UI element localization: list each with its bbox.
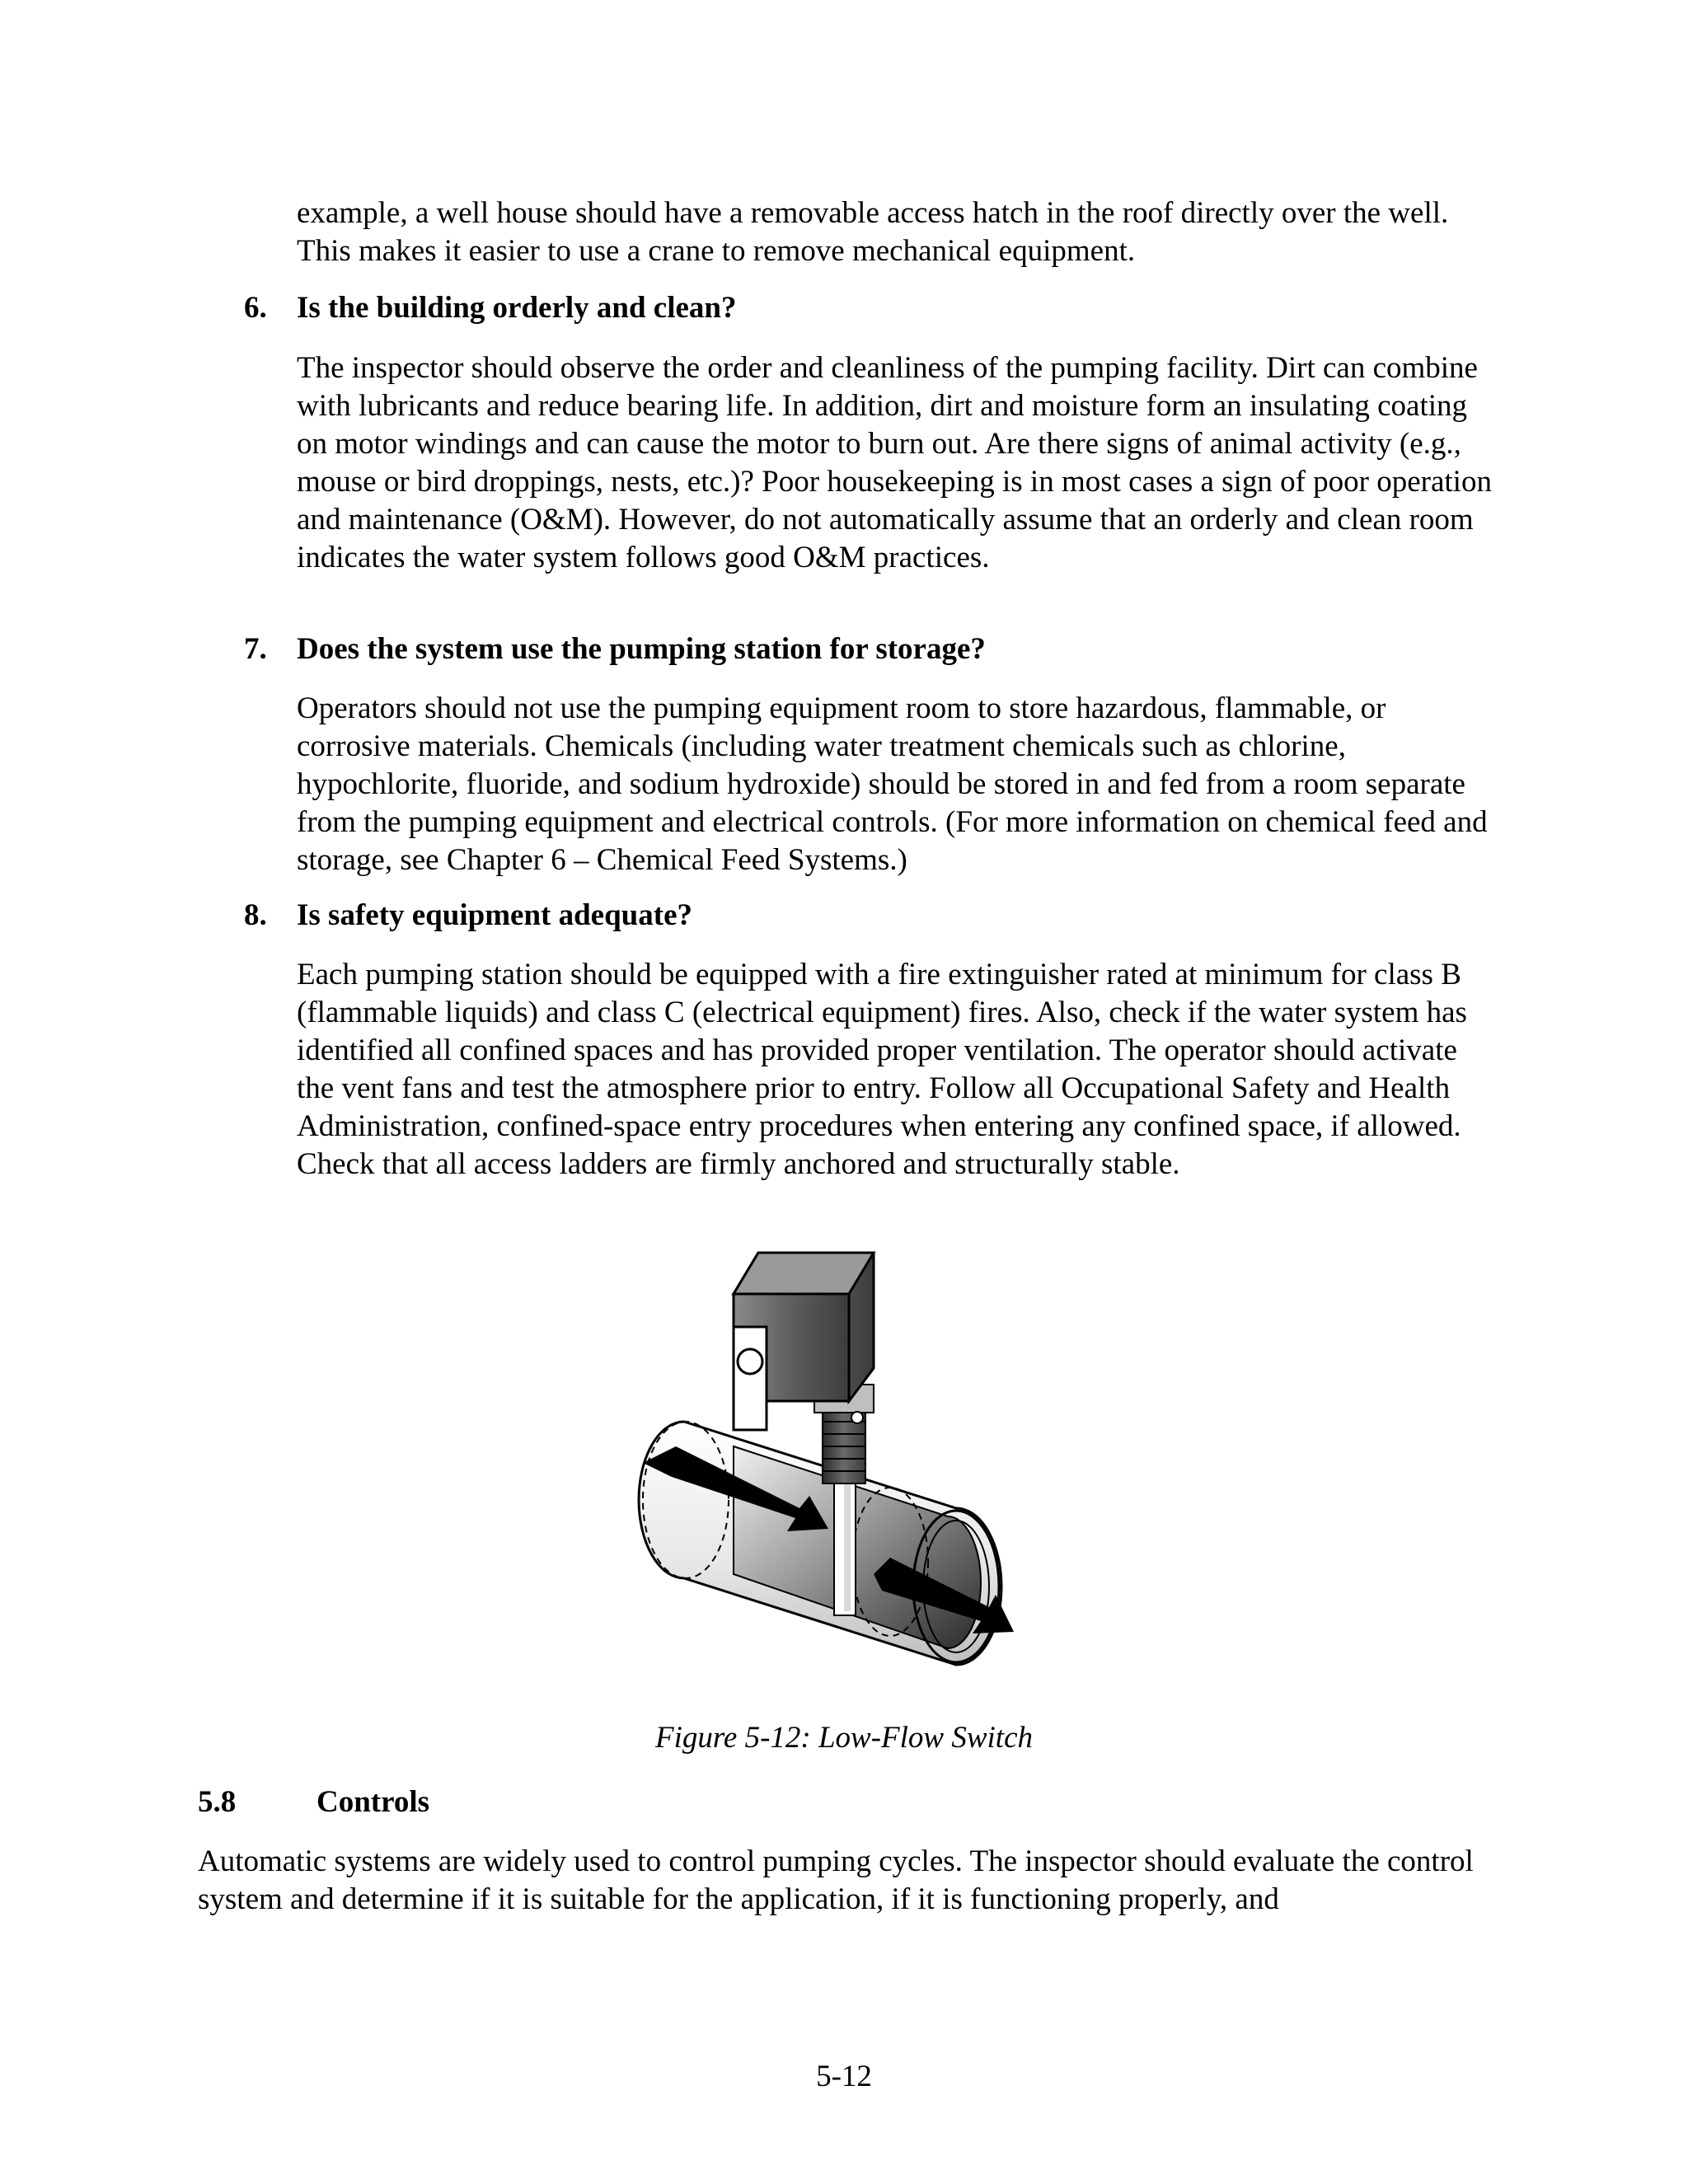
question-7-number: 7. (244, 632, 267, 666)
question-8-number: 8. (244, 898, 267, 932)
question-7-heading: Does the system use the pumping station for storage? (297, 632, 986, 666)
section-number: 5.8 (198, 1785, 237, 1819)
question-7-answer: Operators should not use the pumping equipment room to store hazardous, flammable, or corrosive materials. Chemicals (including water treatment chemicals such as chlorine, hypochlorite, fluoride, and sodium hydroxide) should be stored in and fed from a room separate from the pumping equipment and electrical controls. (For more information on chemical feed and storage, see Chapter 6 – Chemical Feed Systems.) (297, 691, 1488, 877)
question-6-heading: Is the building orderly and clean? (297, 291, 737, 325)
question-6-answer: The inspector should observe the order and cleanliness of the pumping facility. Dirt can combine with lubricants and reduce bearing life. In addition, dirt and moisture form an insulating coating on motor windings and can cause the motor to burn out. Are there signs of animal activity (e.g., mouse or bird droppings, nests, etc.)? Poor housekeeping is in most cases a sign of poor operation and maintenance (O&M). However, do not automatically assume that an orderly and clean room indicates the water system follows good O&M practices. (297, 351, 1492, 574)
intro-paragraph: example, a well house should have a removable access hatch in the roof directly over the well. This makes it easier to use a crane to remove mechanical equipment. (297, 196, 1449, 268)
question-8-answer: Each pumping station should be equipped with a fire extinguisher rated at minimum for class B (flammable liquids) and class C (electrical equipment) fires. Also, check if the water system has identified all confined spaces and has provided proper ventilation. The operator should activate the vent fans and test the atmosphere prior to entry. Follow all Occupational Safety and Health Administration, confined-space entry procedures when entering any confined space, if allowed. Check that all access ladders are firmly anchored and structurally stable. (297, 958, 1467, 1181)
page-number: 5-12 (816, 2060, 872, 2093)
question-8-heading: Is safety equipment adequate? (297, 898, 692, 932)
question-6-number: 6. (244, 291, 267, 325)
figure-caption: Figure 5-12: Low-Flow Switch (654, 1721, 1034, 1755)
section-body: Automatic systems are widely used to control pumping cycles. The inspector should evaluate the control system and determine if it is suitable for the application, if it is functioning properly, and (198, 1844, 1474, 1916)
section-title: Controls (316, 1785, 430, 1819)
flow-vane (834, 1479, 856, 1615)
low-flow-switch-illustration (626, 1244, 1055, 1681)
